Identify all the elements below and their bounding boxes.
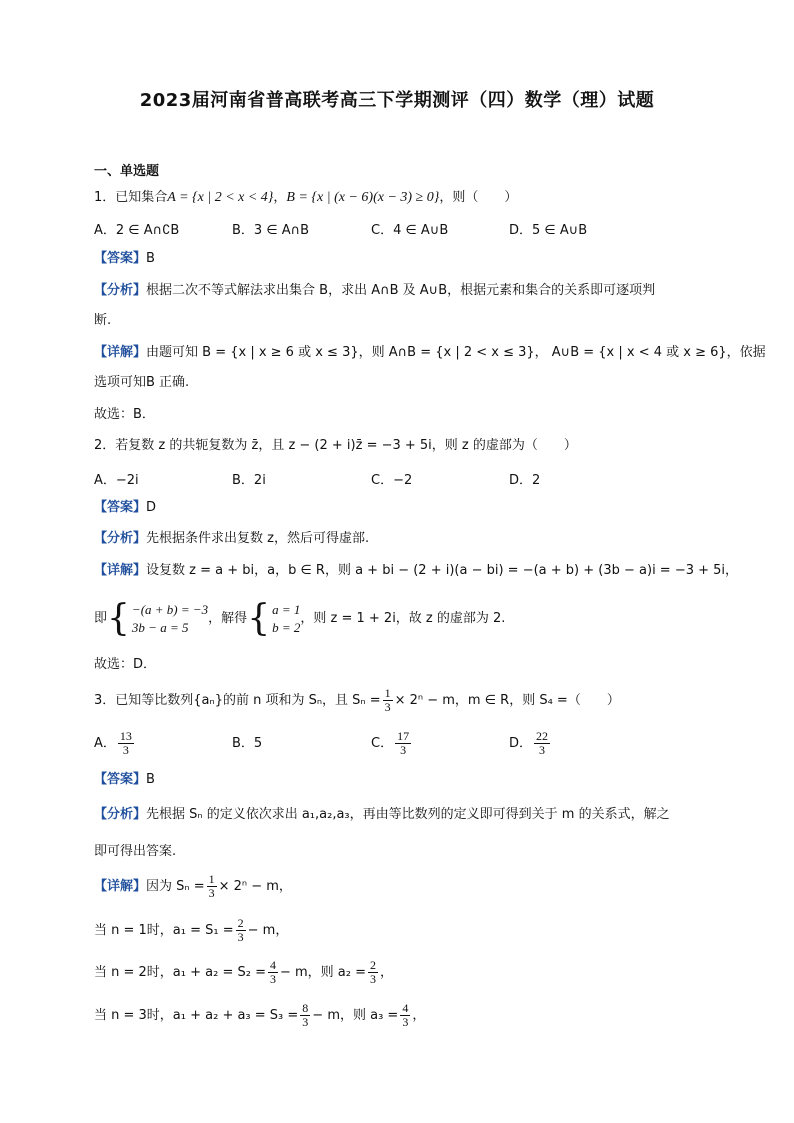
- q2-option-b: B．2i: [232, 473, 266, 488]
- analysis-tag: 【分析】: [94, 807, 147, 822]
- q3-option-d-frac: [534, 730, 550, 757]
- frac-den: 3: [122, 743, 129, 757]
- q1-detail: [94, 344, 766, 362]
- q3-stem: [94, 684, 620, 718]
- q1-answer-value: B: [146, 251, 155, 266]
- frac-num: 1: [208, 872, 215, 886]
- frac-num: 17: [397, 729, 410, 743]
- q1-option-b: B．3 ∈ A∩B: [232, 223, 310, 238]
- q3-option-d: [509, 727, 552, 761]
- q2-sys1-eq2: 3b − a = 5: [131, 619, 189, 635]
- q1-option-d: D．5 ∈ A∪B: [509, 223, 588, 238]
- q3-n3-post: ，: [412, 1008, 426, 1023]
- frac-num: 2: [237, 916, 244, 930]
- q3-n2-frac2: [368, 959, 378, 986]
- q3-analysis-text: 先根据 Sₙ 的定义依次求出 a₁,a₂,a₃，再由等比数列的定义即可得到关于 m 的关系式，解之: [146, 807, 670, 822]
- analysis-tag: 【分析】: [94, 283, 147, 298]
- q1-set-a: A = {x | 2 < x < 4}: [167, 190, 274, 205]
- q2-detail-text: 设复数 z = a + bi，a，b ∈ R，则 a + bi − (2 + i)(a − bi) = −(a + b) + (3b − a)i = −3 + 5i，: [146, 563, 739, 578]
- frac-num: 4: [402, 1001, 409, 1015]
- q2-sys2-eq2: b = 2: [272, 619, 301, 635]
- q1-analysis-cont: 断.: [94, 313, 112, 328]
- q1-option-a: A．2 ∈ A∩∁B: [94, 223, 180, 238]
- q2-stem: 2．若复数 z 的共轭复数为 z̄，且 z − (2 + i)z̄ = −3 + 5i，则 z 的虚部为（ ）: [94, 438, 577, 453]
- q2-option-d: D．2: [509, 473, 541, 488]
- q1-answer: [94, 250, 155, 268]
- q2-option-c: C．−2: [371, 473, 413, 488]
- q3-n1-pre: 当 n = 1时，a₁ = S₁ =: [94, 923, 234, 938]
- q3-option-a-frac: [118, 730, 134, 757]
- q3-n3-frac: [300, 1002, 310, 1029]
- q2-analysis-text: 先根据条件求出复数 z，然后可得虚部.: [146, 531, 370, 546]
- q2-sys-suffix: ，则 z = 1 + 2i，故 z 的虚部为 2.: [300, 611, 506, 626]
- q1-stem-pre: 1．已知集合: [94, 190, 168, 205]
- answer-tag: 【答案】: [94, 500, 147, 515]
- q3-n1-post: − m，: [247, 923, 289, 938]
- q1-detail-text: 由题可知 B = {x | x ≥ 6 或 x ≤ 3}，则 A∩B = {x | 2 < x ≤ 3}， A∪B = {x | x < 4 或 x ≥ 6}，依据: [146, 345, 766, 360]
- frac-den: 3: [269, 972, 276, 986]
- frac-num: 13: [119, 729, 132, 743]
- q2-sys-mid: ，解得: [208, 611, 248, 626]
- q3-n3-pre: 当 n = 3时，a₁ + a₂ + a₃ = S₃ =: [94, 1008, 299, 1023]
- q1-detail-cont: 选项可知B 正确.: [94, 375, 190, 390]
- answer-tag: 【答案】: [94, 772, 147, 787]
- section-heading: 一、单选题: [94, 164, 160, 179]
- frac-den: 3: [237, 930, 244, 944]
- q3-analysis: [94, 806, 670, 824]
- q3-answer-value: B: [146, 772, 155, 787]
- q1-option-c: C．4 ∈ A∪B: [371, 223, 449, 238]
- frac-den: 3: [370, 972, 376, 986]
- q2-answer: [94, 499, 156, 517]
- answer-tag: 【答案】: [94, 251, 147, 266]
- q2-equation-system-2: [247, 597, 301, 639]
- q3-case-n3: [94, 999, 425, 1033]
- q1-set-b: B = {x | (x − 6)(x − 3) ≥ 0}: [286, 190, 440, 205]
- q3-option-c-label: C．: [371, 736, 394, 751]
- q2-analysis: [94, 530, 369, 548]
- detail-tag: 【详解】: [94, 345, 147, 360]
- q3-stem-post: × 2ⁿ − m，m ∈ R，则 S₄ =（ ）: [394, 693, 620, 708]
- q3-option-b: B．5: [232, 736, 263, 751]
- q1-conclusion: 故选：B．: [94, 407, 155, 422]
- q3-case-n1: [94, 914, 288, 948]
- frac-num: 22: [536, 729, 549, 743]
- q3-answer: [94, 771, 155, 789]
- q3-n3-frac2: [400, 1002, 410, 1029]
- q3-n3-mid: − m，则 a₃ =: [312, 1008, 399, 1023]
- q2-equation-system-1: [107, 597, 209, 639]
- q3-option-c: [371, 727, 413, 761]
- detail-tag: 【详解】: [94, 563, 147, 578]
- q2-sys1-eq1: −(a + b) = −3: [131, 601, 209, 617]
- frac-den: 3: [384, 700, 391, 714]
- q3-detail-pre: 因为 Sₙ =: [146, 879, 205, 894]
- q2-sys-prefix: 即: [94, 611, 108, 626]
- q2-detail: [94, 562, 738, 580]
- frac-den: 3: [302, 1015, 309, 1029]
- q1-stem: [94, 189, 517, 207]
- q2-system-line: [94, 599, 505, 639]
- q2-answer-value: D: [146, 500, 157, 515]
- q3-n1-frac: [236, 917, 246, 944]
- q2-option-a: A．−2i: [94, 473, 139, 488]
- q2-conclusion: 故选：D．: [94, 657, 157, 672]
- q3-detail-post: × 2ⁿ − m，: [218, 879, 292, 894]
- q3-n2-mid: − m，则 a₂ =: [279, 965, 366, 980]
- q1-stem-post: ，则（ ）: [439, 190, 518, 205]
- q2-sys2-eq1: a = 1: [272, 601, 301, 617]
- q3-detail-frac: [207, 873, 217, 900]
- q3-analysis-cont: 即可得出答案.: [94, 844, 177, 859]
- detail-tag: 【详解】: [94, 879, 147, 894]
- analysis-tag: 【分析】: [94, 531, 147, 546]
- brace-icon: {: [107, 597, 130, 639]
- q3-frac-third: [383, 687, 393, 714]
- q3-case-n2: [94, 956, 393, 990]
- frac-den: 3: [208, 886, 215, 900]
- brace-icon: {: [247, 597, 271, 639]
- q3-option-c-frac: [395, 730, 411, 757]
- frac-num: 4: [269, 958, 276, 972]
- q1-analysis-text: 根据二次不等式解法求出集合 B，求出 A∩B 及 A∪B，根据元素和集合的关系即可逐项判: [146, 283, 656, 298]
- q3-option-a-label: A．: [94, 736, 116, 751]
- q3-option-a: [94, 727, 136, 761]
- frac-den: 3: [400, 743, 407, 757]
- q3-stem-pre: 3．已知等比数列{aₙ}的前 n 项和为 Sₙ，且 Sₙ =: [94, 693, 381, 708]
- frac-num: 8: [302, 1001, 309, 1015]
- frac-num: 2: [370, 958, 376, 972]
- frac-den: 3: [402, 1015, 409, 1029]
- q1-analysis: [94, 282, 655, 300]
- q3-n2-pre: 当 n = 2时，a₁ + a₂ = S₂ =: [94, 965, 266, 980]
- q3-option-d-label: D．: [509, 736, 533, 751]
- frac-den: 3: [539, 743, 546, 757]
- page-title: 2023届河南省普高联考高三下学期测评（四）数学（理）试题: [139, 90, 655, 111]
- q1-sep: ，: [273, 190, 287, 205]
- q3-detail: [94, 870, 292, 904]
- q3-n2-post: ，: [380, 965, 394, 980]
- frac-num: 1: [384, 686, 391, 700]
- q3-n2-frac: [268, 959, 278, 986]
